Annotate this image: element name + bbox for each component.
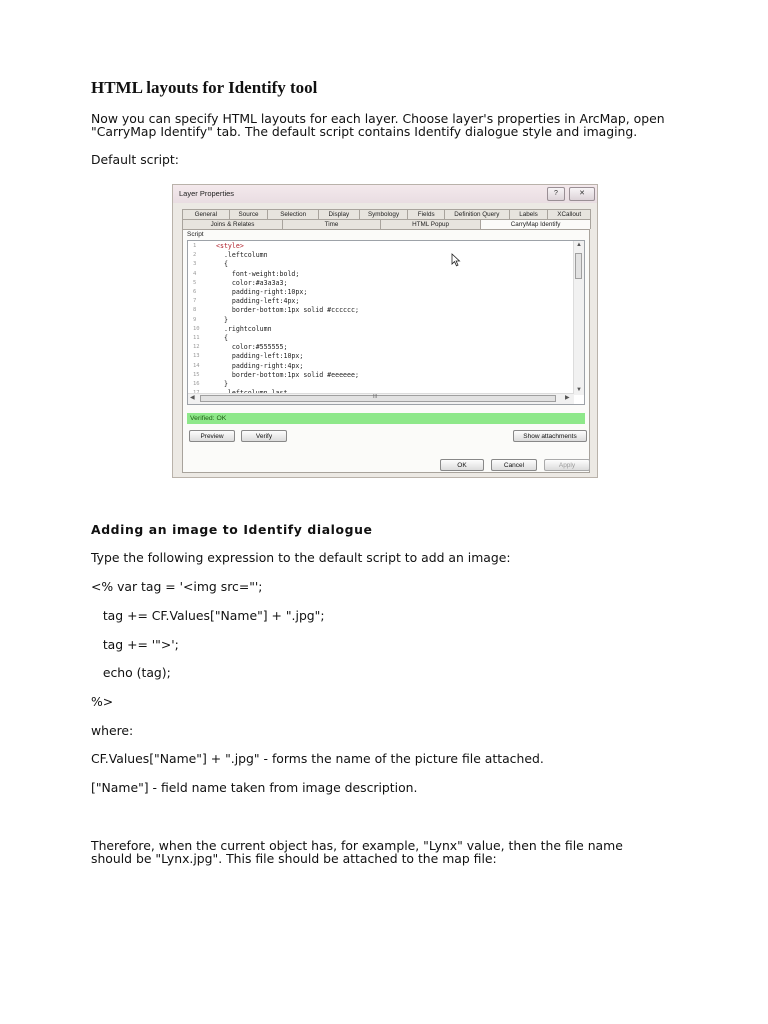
tab-source[interactable]: Source: [229, 209, 269, 219]
line-number: 11: [193, 335, 200, 341]
line-number: 10: [193, 325, 200, 332]
verified-status: Verified: OK: [187, 413, 585, 424]
tab-fields[interactable]: Fields: [407, 209, 445, 219]
intro-line-1: Now you can specify HTML layouts for each layer. Choose layer's properties in ArcMap, open: [91, 111, 665, 126]
conclusion-line-1: Therefore, when the current object has, for example, "Lynx" value, then the file name: [91, 838, 623, 853]
verify-button[interactable]: Verify: [241, 430, 287, 442]
code-line: border-bottom:1px solid #cccccc;: [216, 306, 359, 315]
code-example-line-3: tag += '">';: [91, 637, 179, 652]
tab-html-popup[interactable]: HTML Popup: [380, 219, 481, 229]
line-number: 5: [193, 279, 197, 286]
line-number: 7: [193, 298, 197, 305]
code-line: border-bottom:1px solid #eeeeee;: [216, 370, 359, 379]
code-line: padding-right:10px;: [216, 288, 308, 296]
code-line: .leftcolumn: [216, 251, 268, 260]
tabs-row-1: [182, 209, 590, 219]
line-number: 1: [193, 243, 197, 249]
vertical-scroll-thumb[interactable]: [575, 253, 582, 279]
code-line: .rightcolumn: [216, 324, 272, 333]
tab-display[interactable]: Display: [318, 209, 360, 219]
code-example-line-4: echo (tag);: [91, 665, 171, 680]
code-line: font-weight:bold;: [216, 269, 300, 278]
line-number: 3: [193, 261, 197, 268]
where-label: where:: [91, 723, 134, 738]
tab-selection[interactable]: Selection: [267, 209, 319, 219]
code-line: }: [216, 315, 228, 324]
line-number: 13: [193, 353, 200, 360]
tab-joins-relates[interactable]: Joins & Relates: [182, 219, 283, 229]
mouse-cursor-icon: [451, 253, 461, 267]
line-number: 9: [193, 316, 197, 323]
explanation-2: ["Name"] - field name taken from image description.: [91, 780, 418, 795]
tab-labels[interactable]: Labels: [509, 209, 549, 219]
tab-definition-query[interactable]: Definition Query: [444, 209, 510, 219]
code-line: }: [216, 380, 228, 388]
intro-line-2: "CarryMap Identify" tab. The default script contains Identify dialogue style and imaging.: [91, 124, 638, 139]
horizontal-scroll-thumb[interactable]: [200, 395, 556, 402]
line-number: 2: [193, 252, 197, 259]
scroll-left-icon[interactable]: ◀: [190, 395, 195, 401]
help-button[interactable]: ?: [547, 187, 565, 201]
scroll-grip: III: [373, 394, 378, 400]
code-line: {: [216, 260, 228, 269]
explanation-1: CF.Values["Name"] + ".jpg" - forms the name of the picture file attached.: [91, 751, 544, 766]
dialog-title: Layer Properties: [179, 189, 235, 198]
scroll-down-icon[interactable]: ▼: [576, 387, 582, 393]
line-number: 8: [193, 307, 197, 314]
code-line: {: [216, 334, 228, 342]
line-number: 4: [193, 270, 197, 277]
script-editor[interactable]: [187, 240, 585, 405]
tabs-row-2: [182, 219, 590, 229]
tab-general[interactable]: General: [182, 209, 230, 219]
line-number: 12: [193, 344, 200, 351]
ok-button[interactable]: OK: [440, 459, 484, 471]
code-example-line-5: %>: [91, 694, 114, 709]
default-script-label: Default script:: [91, 152, 179, 167]
cancel-button[interactable]: Cancel: [491, 459, 537, 471]
code-line: color:#a3a3a3;: [216, 278, 288, 287]
code-area[interactable]: [216, 241, 576, 395]
tab-symbology[interactable]: Symbology: [359, 209, 409, 219]
vertical-scrollbar[interactable]: [573, 241, 584, 395]
section-heading-adding-image: Adding an image to Identify dialogue: [91, 522, 373, 537]
line-number: 16: [193, 381, 200, 387]
show-attachments-button[interactable]: Show attachments: [513, 430, 587, 442]
conclusion-line-2: should be "Lynx.jpg". This file should be attached to the map file:: [91, 851, 497, 866]
apply-button[interactable]: Apply: [544, 459, 590, 471]
line-number: 15: [193, 371, 200, 378]
line-number-gutter: [188, 241, 212, 395]
tab-time[interactable]: Time: [282, 219, 381, 229]
tab-xcallout[interactable]: XCallout: [547, 209, 591, 219]
scroll-right-icon[interactable]: ▶: [565, 395, 570, 401]
script-label: Script: [187, 231, 204, 238]
scroll-up-icon[interactable]: ▲: [576, 242, 582, 248]
layer-properties-dialog: [172, 184, 598, 478]
code-example-line-1: <% var tag = '<img src="';: [91, 579, 263, 594]
line-number: 6: [193, 289, 197, 295]
code-line: color:#555555;: [216, 343, 288, 352]
line-number: 14: [193, 362, 200, 369]
code-line: <style>: [216, 242, 244, 250]
close-button[interactable]: ✕: [569, 187, 595, 201]
code-line: padding-left:10px;: [216, 352, 304, 361]
tab-carrymap-identify[interactable]: CarryMap Identify: [480, 219, 591, 229]
section2-intro: Type the following expression to the default script to add an image:: [91, 550, 511, 565]
code-example-line-2: tag += CF.Values["Name"] + ".jpg";: [91, 608, 325, 623]
dialog-titlebar: [173, 185, 597, 203]
horizontal-scrollbar[interactable]: [188, 393, 574, 404]
tab-panel: [182, 229, 590, 473]
code-line: padding-right:4px;: [216, 361, 304, 370]
preview-button[interactable]: Preview: [189, 430, 235, 442]
page-heading: HTML layouts for Identify tool: [91, 78, 318, 97]
code-line: padding-left:4px;: [216, 297, 300, 306]
